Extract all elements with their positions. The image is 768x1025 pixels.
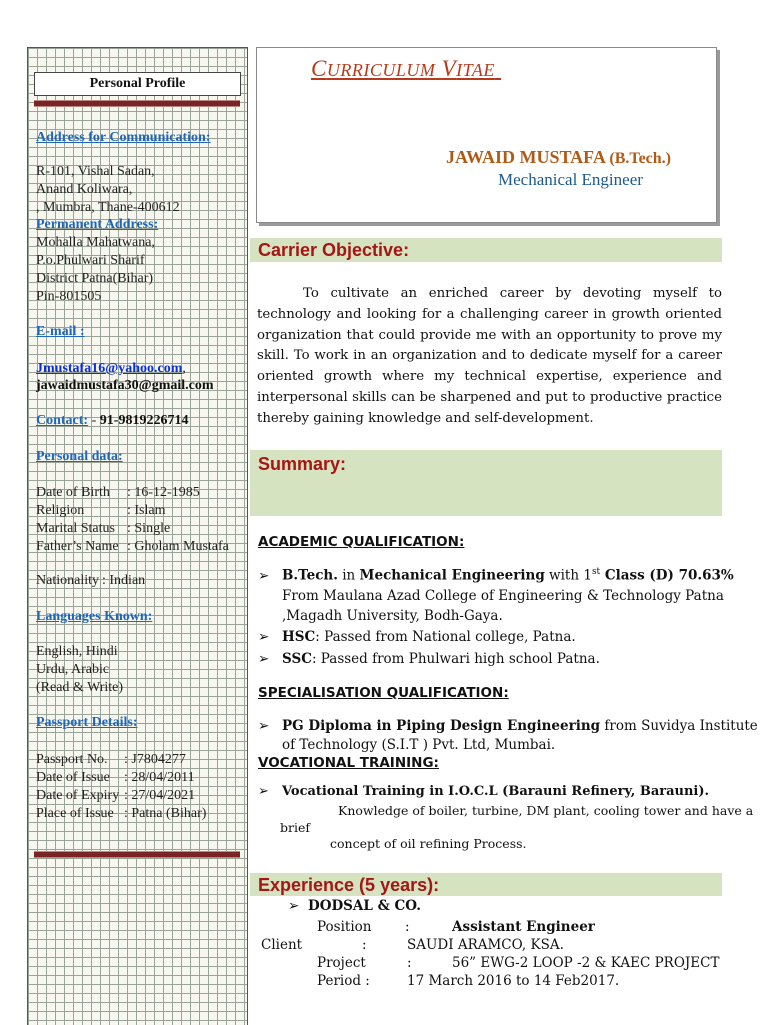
contact-phone: 91-9819226714 — [99, 413, 189, 428]
pg-institute: from Suvidya Institute — [600, 718, 758, 734]
passport-heading: Passport Details: — [36, 715, 138, 730]
experience-band — [250, 873, 722, 896]
languages-heading: Languages Known: — [36, 609, 153, 624]
permanent-address-heading: Permanent Address: — [36, 217, 159, 232]
experience-project-sep: : — [407, 955, 412, 971]
personal-key: Father’s Name — [36, 539, 119, 554]
personal-row-nationality — [36, 572, 145, 590]
passport-value: : 28/04/2011 — [124, 770, 195, 785]
vocational-heading: VOCATIONAL TRAINING: — [258, 755, 439, 771]
sidebar-divider-bottom — [34, 851, 240, 858]
academic-btech — [258, 567, 734, 584]
ssc-label: SSC — [282, 651, 312, 667]
passport-row — [36, 787, 195, 805]
btech-college: From Maulana Azad College of Engineering & Technology Patna — [282, 588, 724, 604]
passport-key: Place of Issue — [36, 806, 114, 821]
contact-line — [36, 412, 188, 430]
experience-project-label: Project — [317, 955, 366, 971]
address-line: , Mumbra, Thane-400612 — [36, 200, 180, 215]
personal-value: : Single — [127, 521, 171, 536]
btech-in: in — [337, 567, 360, 584]
experience-company — [288, 898, 421, 914]
btech-university: ,Magadh University, Bodh-Gaya. — [282, 608, 503, 624]
candidate-role: Mechanical Engineer — [498, 170, 643, 189]
address-heading: Address for Communication: — [36, 130, 211, 145]
bullet-arrow-icon: ➢ — [258, 784, 269, 799]
permanent-address-line: Pin-801505 — [36, 289, 102, 304]
experience-position-value: Assistant Engineer — [452, 919, 595, 935]
address-line: Anand Koliwara, — [36, 182, 133, 197]
objective-title: Carrier Objective: — [258, 240, 410, 260]
email-link-yahoo[interactable]: Jmustafa16@yahoo.com — [36, 361, 183, 376]
permanent-address-line: P.o.Phulwari Sharif — [36, 253, 145, 268]
bullet-arrow-icon: ➢ — [288, 898, 300, 914]
experience-client-sep: : — [362, 937, 367, 953]
experience-project-value: 56” EWG-2 LOOP -2 & KAEC PROJECT — [452, 955, 720, 971]
summary-title: Summary: — [258, 454, 347, 474]
bullet-arrow-icon: ➢ — [258, 629, 270, 645]
candidate-name — [446, 147, 671, 168]
btech-sup: st — [591, 567, 601, 577]
permanent-address-line: Mohalla Mahatwana, — [36, 235, 155, 250]
passport-row — [36, 751, 186, 769]
experience-title: Experience (5 years): — [258, 875, 440, 895]
personal-row-dob — [36, 484, 200, 502]
contact-label: Contact: — [36, 413, 89, 428]
vocational-line3: brief — [280, 820, 310, 835]
btech-class: Class (D) 70.63% — [600, 567, 734, 584]
personal-key: Marital Status — [36, 521, 115, 536]
bullet-arrow-icon: ➢ — [258, 567, 270, 584]
objective-text: To cultivate an enriched career by devoting myself to technology and looking for a challenging career in growth oriented organization that could provide me with an opportunity to prove my skill. To work in an organization and to dedicate myself for a career oriented growth where my technical expertise, experience and interpersonal skills can be sharpened and put to productive practice thereby gaining knowledge and self-development. — [257, 286, 722, 426]
passport-key: Date of Issue — [36, 770, 110, 785]
passport-row — [36, 769, 195, 787]
sidebar-divider-top — [34, 100, 240, 107]
btech-with: with 1 — [544, 567, 592, 584]
specialisation-heading: SPECIALISATION QUALIFICATION: — [258, 685, 509, 701]
email-link-gmail[interactable]: jawaidmustafa30@gmail.com — [36, 378, 214, 393]
passport-value: : J7804277 — [124, 752, 186, 767]
objective-band — [250, 238, 722, 262]
ssc-text: : Passed from Phulwari high school Patna. — [311, 651, 600, 667]
vocational-place: (Barauni Refinery, Barauni). — [497, 784, 710, 799]
experience-position-sep: : — [405, 919, 410, 935]
bullet-arrow-icon: ➢ — [258, 651, 270, 667]
academic-hsc — [258, 629, 576, 645]
personal-data-heading: Personal data: — [36, 449, 123, 464]
passport-value: : 27/04/2021 — [124, 788, 196, 803]
email-line-1 — [36, 360, 186, 378]
company-name: DODSAL & CO. — [308, 898, 421, 914]
permanent-address-line: District Patna(Bihar) — [36, 271, 154, 286]
academic-ssc — [258, 651, 600, 667]
personal-row-marital — [36, 520, 170, 538]
btech-branch: Mechanical Engineering — [359, 567, 545, 584]
languages-line: (Read & Write) — [36, 680, 124, 695]
cv-title — [311, 56, 501, 82]
pg-diploma: PG Diploma in Piping Design Engineering — [282, 718, 601, 734]
vocational-line2: Knowledge of boiler, turbine, DM plant, cooling tower and have a — [338, 803, 754, 818]
objective-paragraph — [257, 284, 722, 430]
contact-separator: - — [88, 413, 100, 428]
passport-value: : Patna (Bihar) — [124, 806, 207, 821]
email-separator: , — [182, 361, 186, 376]
personal-value: : 16-12-1985 — [127, 485, 200, 500]
passport-row — [36, 805, 206, 823]
personal-profile-title: Personal Profile — [34, 72, 241, 96]
cv-title-itae: ITAE — [456, 60, 495, 80]
cv-title-urriculum: URRICULUM — [326, 60, 436, 80]
academic-heading: ACADEMIC QUALIFICATION: — [258, 534, 465, 550]
vocational-item — [258, 784, 709, 799]
experience-period-label: Period : — [317, 973, 370, 989]
experience-client-value: SAUDI ARAMCO, KSA. — [407, 937, 564, 953]
personal-key: Date of Birth — [36, 485, 110, 500]
summary-band — [250, 450, 722, 516]
experience-client-label: Client — [261, 937, 303, 953]
vocational-title: Vocational Training in I.O.C.L — [282, 784, 498, 799]
cv-title-c: C — [311, 56, 327, 81]
experience-period-value: 17 March 2016 to 14 Feb2017. — [407, 973, 620, 989]
personal-row-religion — [36, 502, 166, 520]
personal-value: : Gholam Mustafa — [127, 539, 229, 554]
specialisation-line2: of Technology (S.I.T ) Pvt. Ltd, Mumbai. — [282, 737, 556, 753]
btech-degree: B.Tech. — [282, 567, 338, 584]
hsc-label: HSC — [282, 629, 316, 645]
bullet-arrow-icon: ➢ — [258, 718, 270, 734]
personal-row-father — [36, 538, 229, 556]
passport-key: Date of Expiry — [36, 788, 120, 803]
specialisation-item — [258, 718, 758, 734]
personal-value: : Indian — [102, 573, 146, 588]
cv-title-v: V — [441, 56, 457, 81]
candidate-degree: (B.Tech.) — [609, 150, 671, 167]
languages-line: Urdu, Arabic — [36, 662, 110, 677]
candidate-name-text: JAWAID MUSTAFA — [446, 147, 605, 167]
personal-key: Religion — [36, 503, 85, 518]
hsc-text: : Passed from National college, Patna. — [315, 629, 576, 645]
languages-line: English, Hindi — [36, 644, 118, 659]
address-line: R-101, Vishal Sadan, — [36, 164, 155, 179]
email-heading: E-mail : — [36, 324, 85, 339]
experience-position-label: Position — [317, 919, 372, 935]
personal-key: Nationality — [36, 573, 99, 588]
vocational-line4: concept of oil refining Process. — [330, 836, 527, 851]
passport-key: Passport No. — [36, 752, 108, 767]
personal-value: : Islam — [127, 503, 166, 518]
